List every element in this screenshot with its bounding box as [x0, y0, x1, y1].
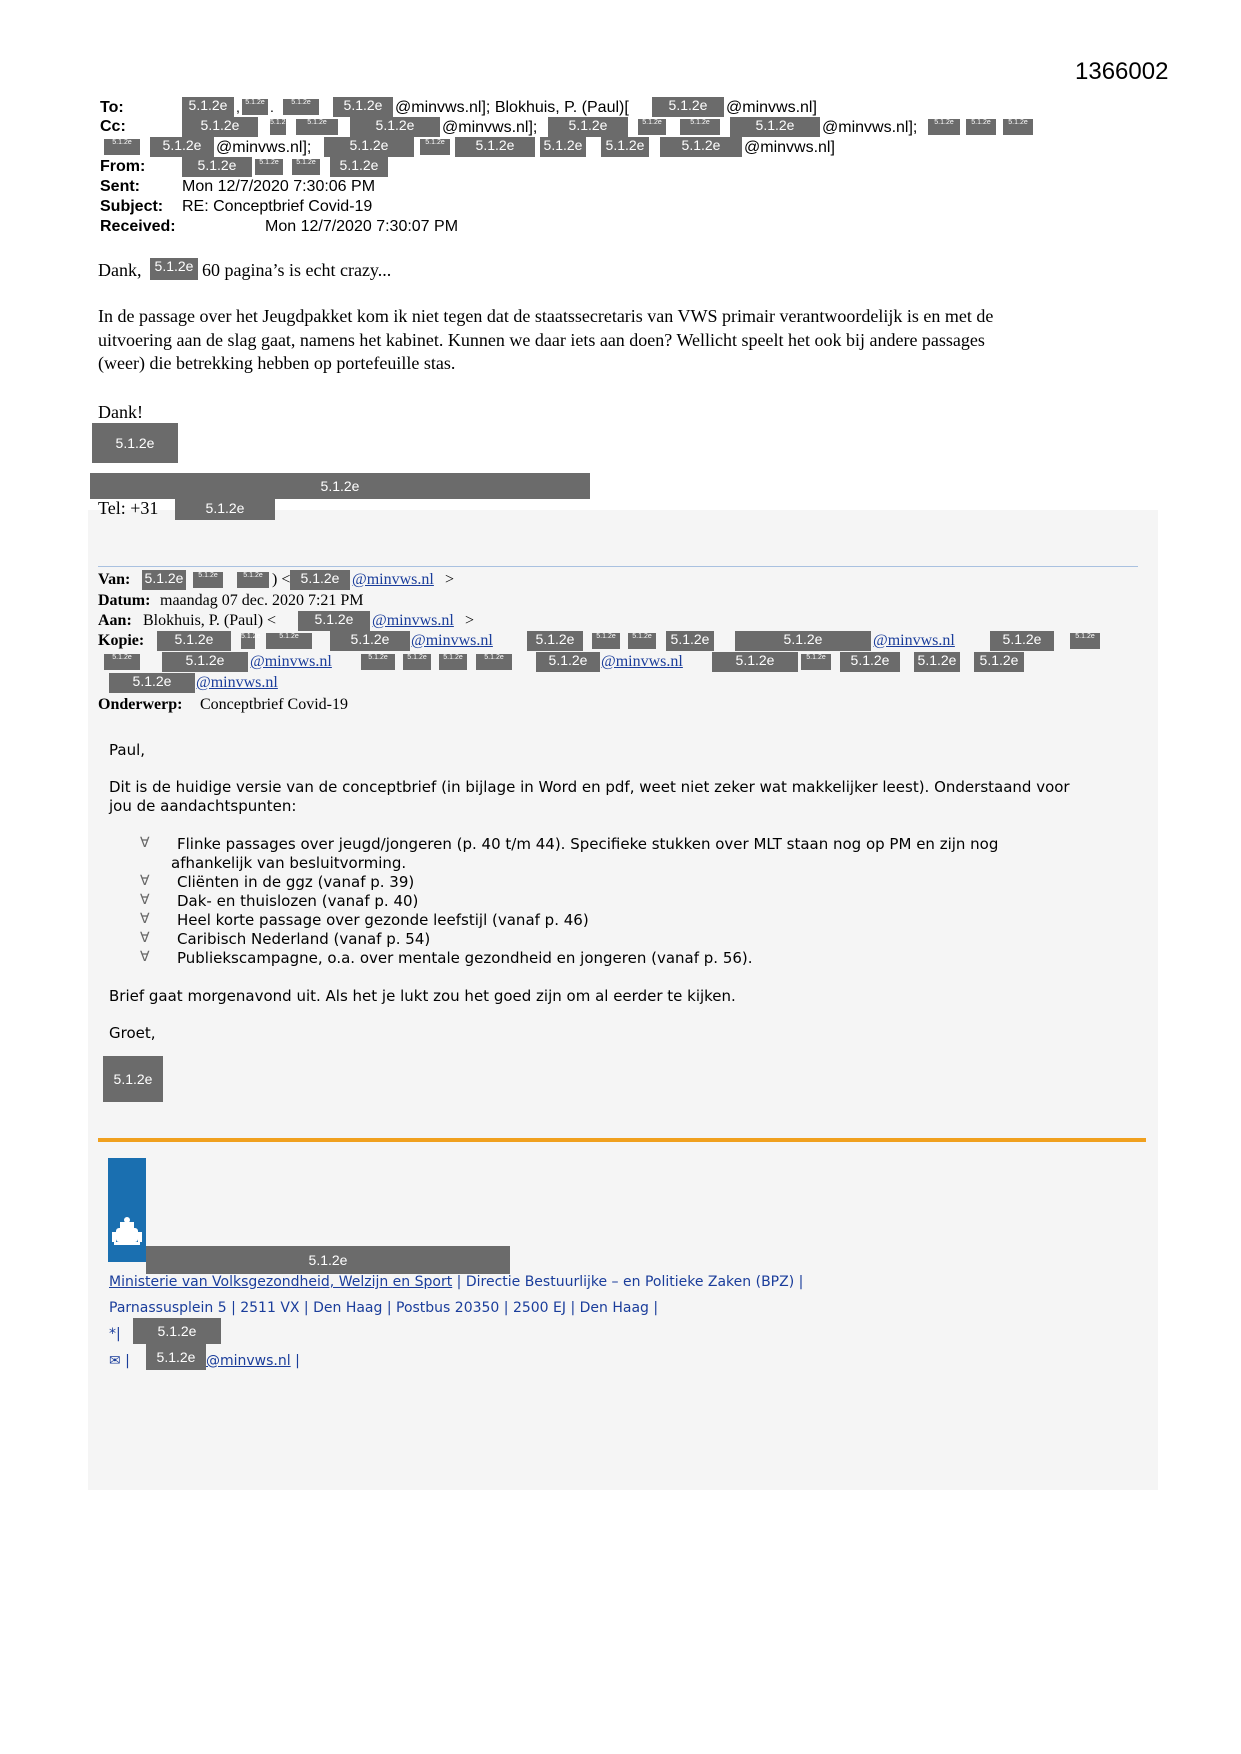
kopie-email-link[interactable]: @minvws.nl: [411, 632, 493, 649]
cc-email-domain: @minvws.nl];: [442, 119, 538, 136]
datum-label: Datum:: [98, 592, 151, 609]
aan-value: Blokhuis, P. (Paul) <: [143, 612, 277, 629]
received-label: Received:: [100, 218, 176, 235]
redaction-block: 5.1.2e: [266, 633, 312, 649]
mail-link[interactable]: @minvws.nl: [206, 1353, 291, 1369]
redaction-block: 5.1.2e: [182, 157, 252, 177]
list-item: Cliënten in de ggz (vanaf p. 39): [177, 873, 415, 891]
aan-label: Aan:: [98, 612, 132, 629]
redaction-block: 5.1.2e: [333, 97, 393, 117]
redaction-block: 5.1.2e: [241, 633, 255, 649]
redaction-block: 5.1.2e: [290, 570, 350, 590]
subject-label: Subject:: [100, 198, 164, 215]
redaction-block: 5.1.2e: [735, 631, 871, 651]
redaction-block: 5.1.2e: [420, 139, 450, 155]
cc-email-domain: @minvws.nl];: [822, 119, 918, 136]
received-value: Mon 12/7/2020 7:30:07 PM: [265, 218, 459, 235]
crown-crest-icon: [108, 1158, 146, 1262]
list-item: Flinke passages over jeugd/jongeren (p. 40 t/m 44). Specifieke stukken over MLT staan nog op PM en zijn nog: [177, 835, 999, 853]
phone-prefix: *|: [109, 1326, 121, 1342]
redaction-block: 5.1.2e: [801, 654, 831, 670]
redaction-block: 5.1.2e: [638, 119, 666, 135]
reply-closing: Dank!: [98, 402, 143, 422]
redaction-block: 5.1.2e: [330, 631, 410, 651]
redaction-block: 5.1.2e: [142, 570, 186, 590]
list-item-continuation: afhankelijk van besluitvorming.: [171, 854, 407, 872]
redaction-block: 5.1.2e: [175, 496, 275, 520]
list-item: Publiekscampagne, o.a. over mentale gezondheid en jongeren (vanaf p. 56).: [177, 949, 753, 967]
redaction-block: 5.1.2e: [150, 258, 198, 280]
cc-label: Cc:: [100, 118, 126, 135]
mail-suffix: [206, 1353, 300, 1369]
separator-text: ,: [236, 99, 240, 115]
redaction-block: 5.1.2e: [730, 117, 820, 137]
bullet-glyph: ∀: [140, 892, 150, 908]
redaction-block: 5.1.2e: [255, 159, 283, 175]
redaction-block: 5.1.2e: [476, 654, 512, 670]
redaction-block: 5.1.2e: [237, 572, 269, 588]
redaction-block: 5.1.2e: [712, 652, 798, 672]
redaction-block: 5.1.2e: [157, 631, 231, 651]
redaction-block: 5.1.2e: [660, 137, 742, 157]
separator-text: .: [270, 99, 274, 115]
redaction-block: 5.1.2e: [1003, 119, 1033, 135]
redaction-block: 5.1.2e: [840, 652, 900, 672]
sent-value: Mon 12/7/2020 7:30:06 PM: [182, 178, 376, 195]
redaction-block: 5.1.2e: [361, 654, 395, 670]
van-email-link[interactable]: @minvws.nl: [352, 571, 434, 588]
redaction-block: 5.1.2e: [146, 1246, 510, 1274]
redaction-block: 5.1.2e: [455, 137, 535, 157]
redaction-block: 5.1.2e: [242, 99, 268, 115]
cc-email-domain: @minvws.nl];: [216, 139, 312, 156]
redaction-block: 5.1.2e: [104, 139, 140, 155]
kopie-label: Kopie:: [98, 632, 145, 649]
redaction-block: 5.1.2e: [439, 654, 467, 670]
redaction-block: 5.1.2e: [990, 631, 1054, 651]
dank-prefix: Dank,: [98, 260, 142, 280]
bullet-glyph: ∀: [140, 930, 150, 946]
onderwerp-label: Onderwerp:: [98, 696, 183, 713]
redaction-block: 5.1.2e: [330, 157, 388, 177]
redaction-block: 5.1.2e: [162, 652, 248, 672]
redaction-block: 5.1.2e: [90, 473, 590, 499]
reply-paragraph-line-1: In de passage over het Jeugdpakket kom ik niet tegen dat de staatssecretaris van VWS primair verantwoordelijk is en met de: [98, 306, 994, 326]
redaction-block: 5.1.2e: [652, 97, 724, 117]
separator-text: >: [465, 612, 475, 629]
to-label: To:: [100, 99, 124, 116]
subject-value: RE: Conceptbrief Covid-19: [182, 198, 373, 215]
redaction-block: 5.1.2e: [974, 652, 1024, 672]
outro: Brief gaat morgenavond uit. Als het je lukt zou het goed zijn om al eerder te kijken.: [109, 987, 736, 1005]
datum-value: maandag 07 dec. 2020 7:21 PM: [160, 592, 364, 609]
list-item: Dak- en thuislozen (vanaf p. 40): [177, 892, 419, 910]
orange-rule: [98, 1138, 1146, 1142]
kopie-email-link[interactable]: @minvws.nl: [873, 632, 955, 649]
signoff: Groet,: [109, 1024, 156, 1042]
redaction-block: 5.1.2e: [324, 137, 414, 157]
redaction-block: 5.1.2e: [182, 117, 258, 137]
redaction-block: 5.1.2e: [536, 652, 600, 672]
onderwerp-value: Conceptbrief Covid-19: [200, 696, 348, 713]
redaction-block: 5.1.2e: [146, 1344, 206, 1370]
redaction-block: 5.1.2e: [527, 631, 583, 651]
list-item: Heel korte passage over gezonde leefstijl (vanaf p. 46): [177, 911, 589, 929]
mail-prefix: ✉ |: [109, 1353, 130, 1369]
divider-rule: [98, 566, 1138, 567]
separator-text: >: [445, 571, 455, 588]
van-label: Van:: [98, 571, 131, 588]
redaction-block: 5.1.2e: [628, 633, 656, 649]
redaction-block: 5.1.2e: [601, 137, 649, 157]
redaction-block: 5.1.2e: [270, 119, 286, 135]
redaction-block: 5.1.2e: [296, 119, 338, 135]
redaction-block: 5.1.2e: [548, 117, 628, 137]
cc-email-domain: @minvws.nl]: [744, 139, 835, 156]
redaction-block: 5.1.2e: [403, 654, 431, 670]
kopie-email-link[interactable]: @minvws.nl: [250, 653, 332, 670]
redaction-block: 5.1.2e: [966, 119, 996, 135]
redaction-block: 5.1.2e: [666, 631, 714, 651]
bullet-glyph: ∀: [140, 911, 150, 927]
ministry-line: [109, 1274, 803, 1290]
redaction-block: 5.1.2e: [350, 117, 440, 137]
document-number: 1366002: [1075, 58, 1169, 85]
redaction-block: 5.1.2e: [92, 423, 178, 463]
intro-line-1: Dit is de huidige versie van de conceptbrief (in bijlage in Word en pdf, weet niet zeker wat makkelijker leest). Onderstaand voor: [109, 778, 1070, 796]
redaction-block: 5.1.2e: [292, 159, 320, 175]
bullet-glyph: ∀: [140, 835, 150, 851]
redaction-block: 5.1.2e: [133, 1318, 221, 1344]
redaction-block: 5.1.2e: [298, 611, 370, 631]
from-label: From:: [100, 158, 146, 175]
address-line: Parnassusplein 5 | 2511 VX | Den Haag | Postbus 20350 | 2500 EJ | Den Haag |: [109, 1300, 659, 1316]
redaction-block: 5.1.2e: [104, 654, 140, 670]
redaction-block: 5.1.2e: [182, 97, 234, 117]
kopie-email-link[interactable]: @minvws.nl: [196, 674, 278, 691]
ministry-logo: [108, 1158, 146, 1262]
to-email-domain-2: @minvws.nl]: [726, 99, 817, 116]
redaction-block: 5.1.2e: [1070, 633, 1100, 649]
aan-email-link[interactable]: @minvws.nl: [372, 612, 454, 629]
redaction-block: 5.1.2e: [680, 119, 720, 135]
tel-label: Tel: +31: [98, 498, 159, 518]
reply-paragraph-line-2: uitvoering aan de slag gaat, namens het kabinet. Kunnen we daar iets aan doen? Wellicht speelt het ook bij andere passages: [98, 330, 985, 350]
redaction-block: 5.1.2e: [109, 673, 195, 693]
redaction-block: 5.1.2e: [592, 633, 620, 649]
ministry-rest: | Directie Bestuurlijke – en Politieke Zaken (BPZ) |: [452, 1274, 804, 1290]
sent-label: Sent:: [100, 178, 140, 195]
bullet-glyph: ∀: [140, 873, 150, 889]
ministry-link[interactable]: Ministerie van Volksgezondheid, Welzijn en Sport: [109, 1274, 453, 1290]
redaction-block: 5.1.2e: [283, 99, 319, 115]
greeting: Paul,: [109, 741, 146, 759]
redaction-block: 5.1.2e: [928, 119, 960, 135]
redaction-block: 5.1.2e: [540, 137, 586, 157]
redaction-block: 5.1.2e: [103, 1056, 163, 1102]
to-email-domain: @minvws.nl]; Blokhuis, P. (Paul)[: [395, 99, 629, 116]
list-item: Caribisch Nederland (vanaf p. 54): [177, 930, 431, 948]
redaction-block: 5.1.2e: [193, 572, 223, 588]
intro-line-2: jou de aandachtspunten:: [109, 797, 297, 815]
reply-paragraph-line-3: (weer) die betrekking hebben op portefeuille stas.: [98, 353, 456, 373]
separator-text: ) <: [272, 571, 291, 588]
redaction-block: 5.1.2e: [914, 652, 960, 672]
redaction-block: 5.1.2e: [150, 137, 214, 157]
mail-end: |: [290, 1353, 300, 1369]
bullet-glyph: ∀: [140, 949, 150, 965]
dank-suffix: 60 pagina’s is echt crazy...: [202, 260, 392, 280]
kopie-email-link[interactable]: @minvws.nl: [601, 653, 683, 670]
